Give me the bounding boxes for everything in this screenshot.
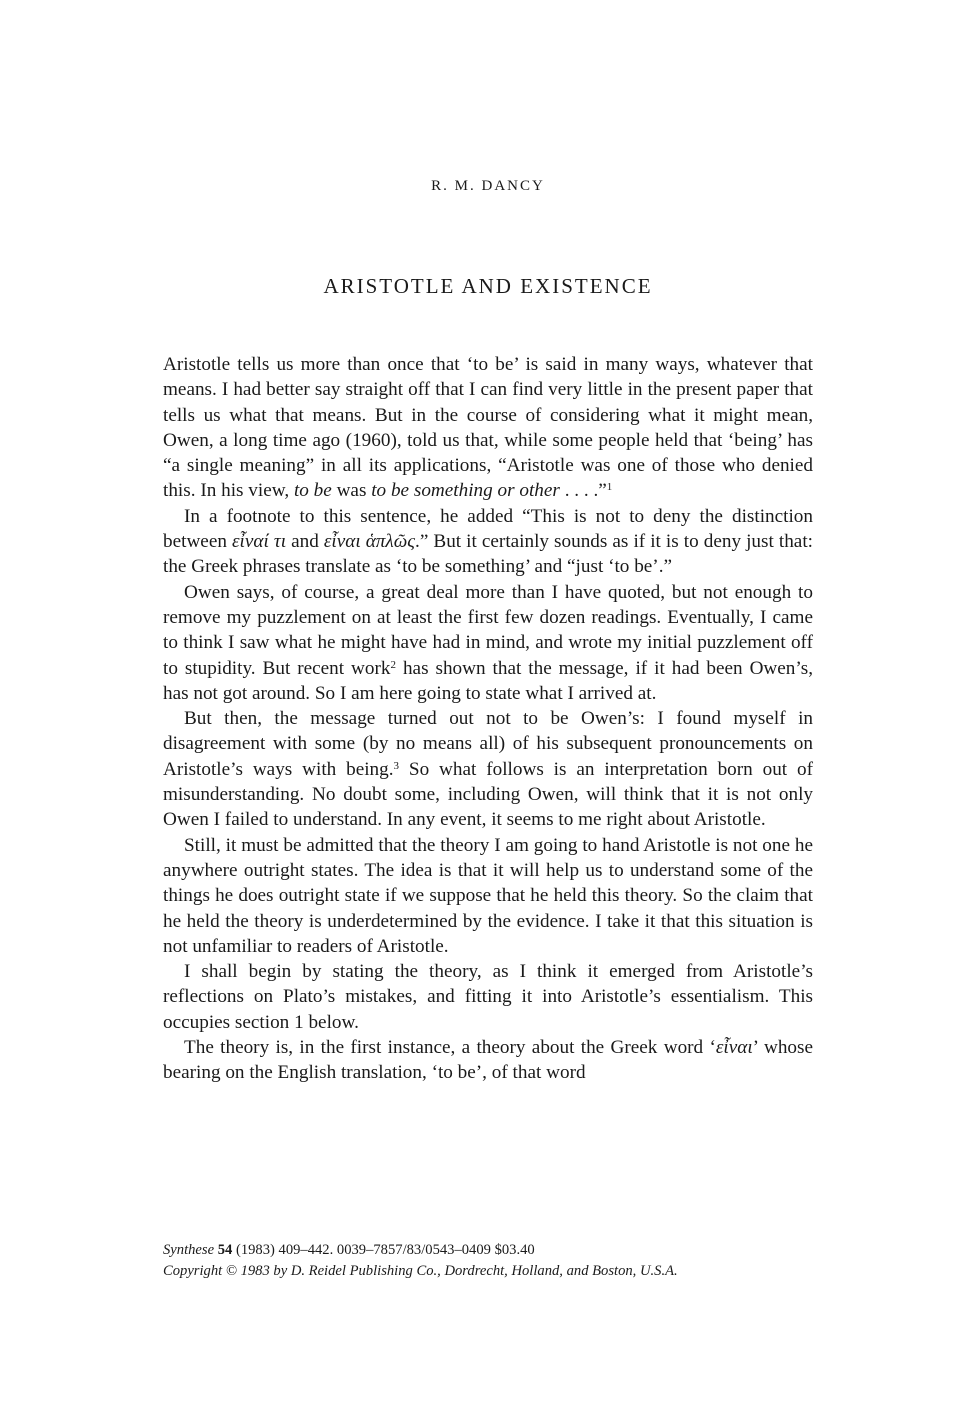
emphasis-text: to be: [293, 480, 332, 502]
paragraph-text: So what follows is an interpretation born out of misunderstanding. No doubt some, including Owen, will think that it is not only Owen I failed to understand. In any event, it seems to me right about Aristotle.: [163, 758, 813, 831]
greek-phrase: εἶναι: [715, 1037, 753, 1059]
paragraph-text: In a footnote to this sentence, he added “This is not to deny the distinction between: [163, 505, 813, 553]
paragraph-1: [163, 352, 813, 504]
paragraph-text: But then, the message turned out not to be Owen’s: I found myself in disagreement with some (by no means all) of his subsequent pronouncements on Aristotle’s ways with being.: [163, 708, 813, 780]
paragraph-text: .” But it certainly sounds as if it is to deny just that: the Greek phrases translate as ‘to be something’ and “just ‘to be’.”: [163, 531, 813, 578]
paragraph-text: Owen says, of course, a great deal more than I have quoted, but not enough to remove my puzzlement on at least the first few dozen readings. Eventually, I came to think I saw what he might have had in mind, and wrote my initial puzzlement off to stupidity. But recent work: [163, 581, 813, 679]
paragraph-text: The theory is, in the first instance, a theory about the Greek word ‘: [184, 1037, 716, 1059]
paragraph-7: [163, 1035, 813, 1086]
paragraph-text: was: [331, 480, 372, 502]
volume-number: 54: [217, 1242, 233, 1258]
paragraph-3: [163, 580, 813, 706]
copyright-line: Copyright © 1983 by D. Reidel Publishing Co., Dordrecht, Holland, and Boston, U.S.A.: [163, 1263, 678, 1279]
paragraph-text: has shown that the message, if it had been Owen’s, has not got around. So I am here going to state what I arrived at.: [163, 657, 813, 704]
paragraph-text: Aristotle tells us more than once that ‘to be’ is said in many ways, whatever that means. I had better say straight off that I can find very little in the present paper that tells us what that means. But in the course of considering what it might mean, Owen, a long time ago (1960), told us that, while some people held that ‘being’ has “a single meaning” in all its applications, “Aristotle was one of those who denied this. In his view,: [163, 354, 813, 502]
paragraph-text: . . . .”: [559, 480, 607, 502]
paragraph-text: and: [286, 531, 324, 553]
footnote-marker: 1: [606, 481, 613, 494]
article-body: [163, 352, 813, 1086]
citation-details: (1983) 409–442. 0039–7857/83/0543–0409 $03.40: [232, 1242, 535, 1258]
author-name: R. M. DANCY: [431, 178, 545, 194]
paragraph-5: Still, it must be admitted that the theory I am going to hand Aristotle is not one he anywhere outright states. The idea is that it will help us to understand some of the things he does outright state if we suppose that he held this theory. So the claim that he held the theory is underdetermined by the evidence. I take it that this situation is not unfamiliar to readers of Aristotle.: [163, 834, 813, 957]
footnote-marker: 2: [390, 658, 396, 671]
greek-phrase: εἶναί τι: [231, 531, 287, 553]
article-title: ARISTOTLE AND EXISTENCE: [323, 274, 653, 298]
paragraph-6: I shall begin by stating the theory, as I think it emerged from Aristotle’s reflections on Plato’s mistakes, and fitting it into Aristotle’s essentialism. This occupies section 1 below.: [163, 961, 813, 1033]
greek-phrase: εἶναι ἁπλῶς: [323, 531, 416, 553]
page-footer: [163, 1240, 823, 1282]
footnote-marker: 3: [393, 759, 400, 772]
emphasis-text: to be something or other: [371, 480, 560, 502]
paragraph-4: [163, 706, 813, 832]
journal-name: Synthese: [163, 1242, 215, 1258]
paragraph-text: ’ whose bearing on the English translation, ‘to be’, of that word: [163, 1037, 813, 1084]
citation-line: [163, 1240, 823, 1261]
paragraph-2: [163, 504, 813, 580]
